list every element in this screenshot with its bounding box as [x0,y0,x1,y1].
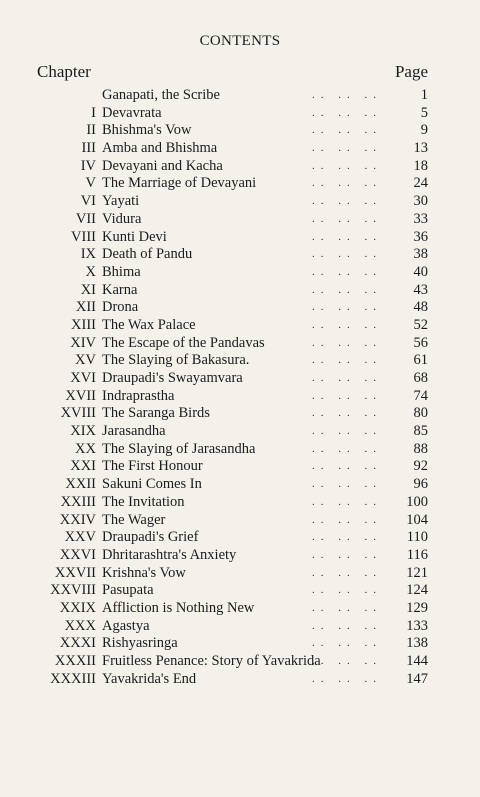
table-of-contents [0,87,480,688]
toc-entry [0,600,480,618]
chapter-number: XII [75,299,96,316]
chapter-title: Devavrata [102,104,162,121]
page-number: 1 [420,87,428,103]
chapter-number: XXI [70,458,96,475]
chapter-title: Sakuni Comes In [102,476,202,493]
dot-leader: .. .. .. [312,265,382,278]
page-number: 43 [413,281,428,298]
chapter-number: XXVII [54,564,96,581]
chapter-number: XXXII [54,653,96,669]
toc-entry [0,582,480,600]
dot-leader: .. .. .. [312,89,382,101]
dot-leader: .. .. .. [312,212,382,225]
page-number: 38 [413,246,428,263]
chapter-number: XXXIII [50,670,96,687]
page-number: 138 [406,635,428,652]
chapter-title: Amba and Bhishma [102,140,218,157]
chapter-title: Draupadi's Grief [102,529,199,546]
chapter-title: Jarasandha [102,423,166,440]
chapter-title: The Slaying of Jarasandha [102,440,256,457]
dot-leader: .. .. .. [312,159,382,172]
dot-leader: .. .. .. [312,336,382,349]
chapter-title: Ganapati, the Scribe [102,87,220,103]
chapter-number: XIV [70,334,96,351]
toc-entry [0,512,480,530]
dot-leader: .. .. .. [312,230,382,243]
chapter-title: Indraprastha [102,387,175,404]
dot-leader: .. .. .. [312,124,382,137]
toc-entry [0,335,480,353]
page-number: 104 [406,511,428,528]
chapter-title: Rishyasringa [102,635,178,652]
dot-leader: .. .. .. [312,195,382,208]
chapter-title: The Slaying of Bakasura. [102,352,250,369]
chapter-title: The Wax Palace [102,316,196,333]
chapter-title: Devayani and Kacha [102,157,223,174]
toc-entry [0,671,480,689]
toc-entry [0,175,480,193]
dot-leader: .. .. .. [312,177,382,190]
page-number: 144 [406,653,428,669]
page-number: 61 [413,352,428,369]
chapter-title: Karna [102,281,138,298]
chapter-number: VI [80,193,96,210]
page-number: 48 [413,299,428,316]
dot-leader: .. .. .. [312,619,382,632]
page-number: 74 [413,387,428,404]
chapter-number: XX [75,440,96,457]
toc-entry [0,122,480,140]
page-number: 30 [413,193,428,210]
chapter-number: II [86,122,96,139]
dot-leader: .. .. .. [312,566,382,579]
dot-leader: .. .. .. [312,283,382,296]
page-title: CONTENTS [199,33,281,49]
chapter-title: Bhima [102,263,141,280]
dot-leader: .. .. .. [312,318,382,331]
toc-entry [0,229,480,247]
page-number: 129 [406,599,428,616]
chapter-column-header: Chapter [37,62,91,81]
chapter-title: Draupadi's Swayamvara [102,370,243,386]
dot-leader: .. .. .. [312,354,382,367]
chapter-title: Agastya [102,617,150,634]
chapter-number: XXII [65,476,96,493]
dot-leader: .. .. .. [312,513,382,526]
page-number: 110 [406,529,428,546]
chapter-number: XXV [64,529,96,546]
chapter-number: XVIII [60,405,96,422]
chapter-number: XVII [65,387,96,404]
page-number: 24 [413,175,428,192]
page-number: 56 [413,334,428,351]
page-number: 92 [413,458,428,475]
toc-entry [0,565,480,583]
chapter-number: XXIII [60,493,96,510]
toc-entry [0,653,480,671]
dot-leader: .. .. .. [312,442,382,455]
chapter-number: X [85,263,96,280]
toc-entry [0,476,480,494]
dot-leader: .. .. .. [312,407,382,420]
page-number: 36 [413,228,428,245]
dot-leader: .. .. .. [312,142,382,155]
chapter-number: XIII [71,316,96,333]
toc-entry [0,458,480,476]
chapter-title: Pasupata [102,582,154,599]
toc-entry [0,529,480,547]
page-number: 5 [420,104,428,121]
page-number: 52 [413,316,428,333]
page-number: 100 [406,493,428,510]
toc-entry [0,246,480,264]
toc-entry [0,618,480,636]
toc-entry [0,105,480,123]
chapter-title: Yayati [102,193,140,210]
chapter-title: Vidura [102,210,142,227]
chapter-number: VII [75,210,96,227]
chapter-number: I [91,104,96,121]
page-number: 121 [406,564,428,581]
chapter-number: XXVI [59,546,96,563]
chapter-number: VIII [71,228,96,245]
dot-leader: .. .. .. [312,637,382,650]
toc-entry [0,494,480,512]
page-number: 85 [413,423,428,440]
toc-entry [0,423,480,441]
page-number: 96 [413,476,428,493]
page-number: 9 [420,122,428,139]
chapter-title: Krishna's Vow [102,564,186,581]
dot-leader: .. .. .. [312,372,382,384]
chapter-title: Yavakrida's End [102,670,197,687]
toc-entry [0,388,480,406]
page-number: 116 [406,546,428,563]
dot-leader: .. .. .. [312,460,382,473]
chapter-number: XXXI [59,635,96,652]
page-column-header: Page [394,62,428,81]
chapter-title: The Invitation [102,493,185,510]
dot-leader: .. .. .. [312,495,382,508]
toc-entry [0,299,480,317]
dot-leader: .. .. .. [312,584,382,597]
chapter-title: Affliction is Nothing New [102,599,255,616]
toc-entry [0,140,480,158]
toc-entry [0,405,480,423]
chapter-title: The Saranga Birds [102,405,210,422]
chapter-number: IX [80,246,96,263]
chapter-title: The Wager [102,511,166,528]
page-number: 147 [406,670,428,687]
toc-entry [0,211,480,229]
dot-leader: .. .. .. [312,531,382,544]
page-number: 13 [413,140,428,157]
chapter-number: XXIX [59,599,96,616]
toc-entry [0,635,480,653]
dot-leader: .. .. .. [312,248,382,261]
toc-entry [0,352,480,370]
toc-entry [0,87,480,105]
toc-entry [0,193,480,211]
chapter-title: Drona [102,299,139,316]
dot-leader: .. .. .. [312,106,382,119]
chapter-title: The Escape of the Pandavas [102,334,265,351]
toc-entry [0,158,480,176]
chapter-number: XVI [70,370,96,386]
page-number: 124 [406,582,428,599]
toc-entry [0,441,480,459]
chapter-number: XXX [64,617,96,634]
toc-entry [0,370,480,388]
page-number: 133 [406,617,428,634]
toc-entry [0,317,480,335]
chapter-number: XXVIII [50,582,96,599]
dot-leader: .. .. .. [312,655,382,667]
page-number: 80 [413,405,428,422]
chapter-title: Dhritarashtra's Anxiety [102,546,237,563]
chapter-title: Fruitless Penance: Story of Yavakrida [102,653,321,669]
page-number: 40 [413,263,428,280]
chapter-number: XIX [70,423,96,440]
chapter-number: IV [80,157,96,174]
toc-entry [0,547,480,565]
page-number: 68 [413,370,428,386]
dot-leader: .. .. .. [312,672,382,685]
chapter-number: XV [75,352,96,369]
toc-entry [0,264,480,282]
dot-leader: .. .. .. [312,301,382,314]
chapter-title: The First Honour [102,458,203,475]
toc-entry [0,282,480,300]
chapter-number: III [81,140,96,157]
chapter-title: Bhishma's Vow [102,122,192,139]
dot-leader: .. .. .. [312,601,382,614]
page-number: 88 [413,440,428,457]
page-number: 18 [413,157,428,174]
dot-leader: .. .. .. [312,548,382,561]
dot-leader: .. .. .. [312,425,382,438]
chapter-title: Kunti Devi [102,228,167,245]
chapter-title: The Marriage of Devayani [102,175,257,192]
page-number: 33 [413,210,428,227]
dot-leader: .. .. .. [312,478,382,491]
chapter-title: Death of Pandu [102,246,193,263]
chapter-number: XI [80,281,96,298]
chapter-number: V [85,175,96,192]
chapter-number: XXIV [59,511,96,528]
dot-leader: .. .. .. [312,389,382,402]
